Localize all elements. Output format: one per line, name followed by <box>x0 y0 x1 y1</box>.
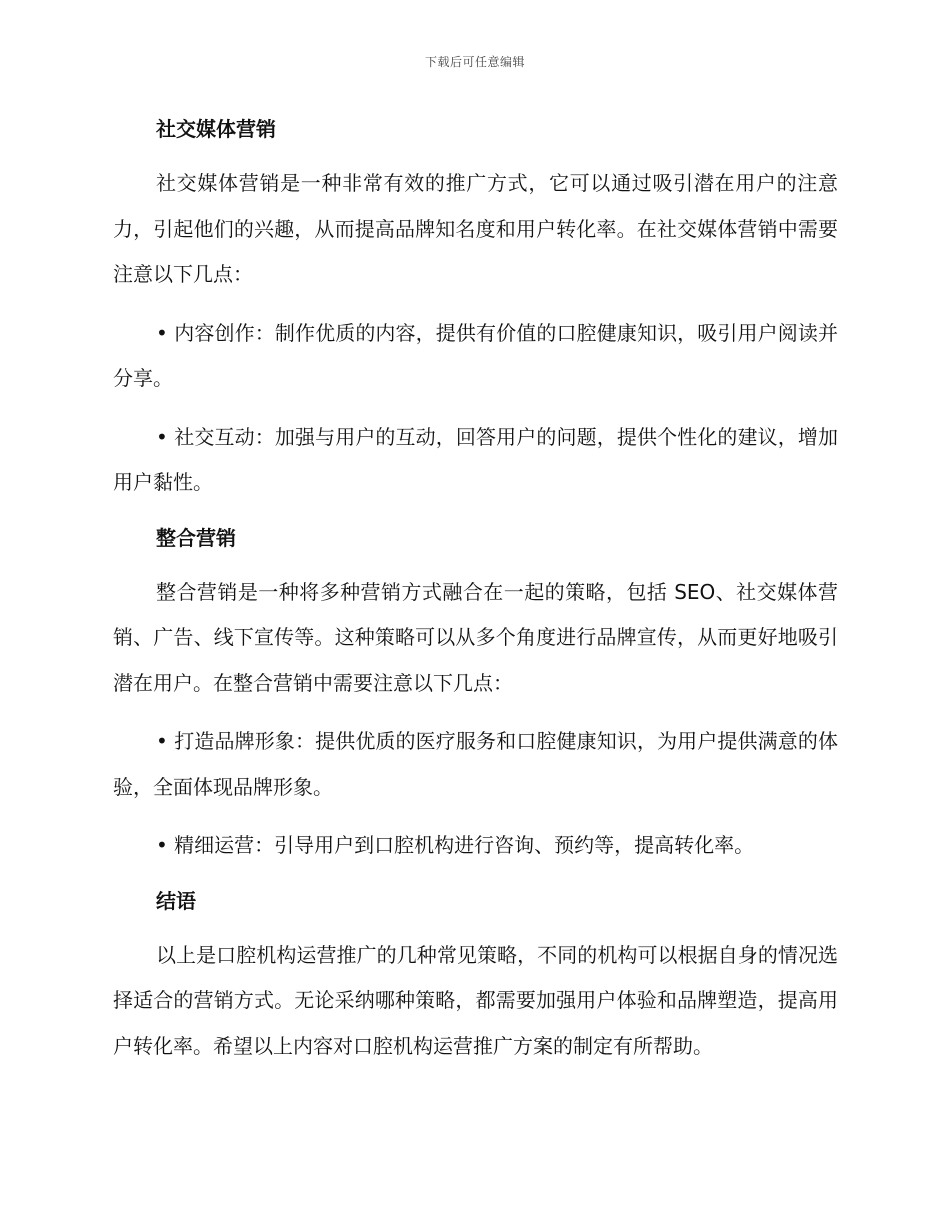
bullet-paragraph: • 社交互动：加强与用户的互动，回答用户的问题，提供个性化的建议，增加用户黏性。 <box>113 424 838 494</box>
bullet-paragraph: • 打造品牌形象：提供优质的医疗服务和口腔健康知识，为用户提供满意的体验，全面体现品牌形象。 <box>113 729 838 799</box>
paragraph: 社交媒体营销是一种非常有效的推广方式，它可以通过吸引潜在用户的注意力，引起他们的兴趣，从而提高品牌知名度和用户转化率。在社交媒体营销中需要注意以下几点： <box>113 171 838 286</box>
paragraph: 整合营销是一种将多种营销方式融合在一起的策略，包括 SEO、社交媒体营销、广告、线下宣传等。这种策略可以从多个角度进行品牌宣传，从而更好地吸引潜在用户。在整合营销中需要注意以下几点： <box>113 579 838 695</box>
bullet-paragraph: • 内容创作：制作优质的内容，提供有价值的口腔健康知识，吸引用户阅读并分享。 <box>113 320 838 390</box>
document-body <box>113 110 838 1069</box>
bullet-paragraph: • 精细运营：引导用户到口腔机构进行咨询、预约等，提高转化率。 <box>156 833 755 857</box>
section-heading: 整合营销 <box>156 525 236 550</box>
section-heading: 结语 <box>156 888 196 913</box>
header-note: 下载后可任意编辑 <box>424 55 525 69</box>
paragraph: 以上是口腔机构运营推广的几种常见策略，不同的机构可以根据自身的情况选择适合的营销方式。无论采纳哪种策略，都需要加强用户体验和品牌塑造，提高用户转化率。希望以上内容对口腔机构运营推广方案的制定有所帮助。 <box>113 942 838 1058</box>
section-heading: 社交媒体营销 <box>156 117 276 141</box>
